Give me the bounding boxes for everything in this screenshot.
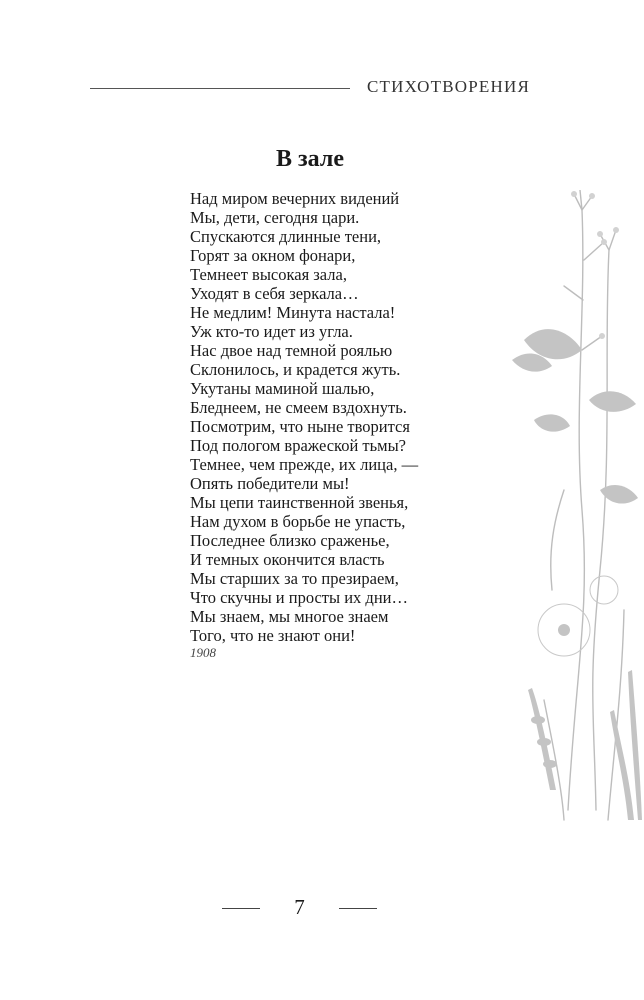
poem-line: Посмотрим, что ныне творится (190, 417, 410, 436)
poem-line: Того, что не знают они! (190, 626, 356, 645)
poem-line: Под пологом вражеской тьмы? (190, 436, 406, 455)
poem-line: Уходят в себя зеркала… (190, 284, 359, 303)
poem-line: Нам духом в борьбе не упасть, (190, 512, 406, 531)
poem-line: Мы знаем, мы многое знаем (190, 607, 389, 626)
poem-line: Укутаны маминой шалью, (190, 379, 375, 398)
poem-line: Склонилось, и крадется жуть. (190, 360, 401, 379)
wildflower-illustration (504, 190, 644, 830)
poem-line: Что скучны и просты их дни… (190, 588, 408, 607)
poem-line: Темнее, чем прежде, их лица, — (190, 455, 419, 474)
poem-line: Темнеет высокая зала, (190, 265, 347, 284)
header-rule (90, 88, 350, 89)
poem-line: Нас двое над темной роялью (190, 341, 393, 360)
page-number: 7 (294, 895, 305, 919)
section-title: СТИХОТВОРЕНИЯ (366, 77, 530, 96)
page-footer (222, 895, 377, 925)
footer-rule-right (339, 908, 377, 909)
poem-line: Горят за окном фонари, (190, 246, 356, 265)
poem-line: Опять победители мы! (190, 474, 350, 493)
poem-body (190, 189, 418, 645)
poem-line: Спускаются длинные тени, (190, 227, 382, 246)
poem-line: Уж кто-то идет из угла. (190, 322, 353, 341)
poem-line: Над миром вечерних видений (190, 189, 400, 208)
poem-year: 1908 (190, 645, 216, 660)
poem-line: Мы старших за то презираем, (190, 569, 399, 588)
poem-line: Не медлим! Минута настала! (190, 303, 396, 322)
poem-line: Бледнеем, не смеем вздохнуть. (190, 398, 407, 417)
poem-line: И темных окончится власть (190, 550, 385, 569)
poem-line: Последнее близко сраженье, (190, 531, 390, 550)
running-head (90, 74, 530, 104)
poem-line: Мы, дети, сегодня цари. (190, 208, 360, 227)
poem-line: Мы цепи таинственной звенья, (190, 493, 409, 512)
poem-title: В зале (276, 146, 344, 172)
